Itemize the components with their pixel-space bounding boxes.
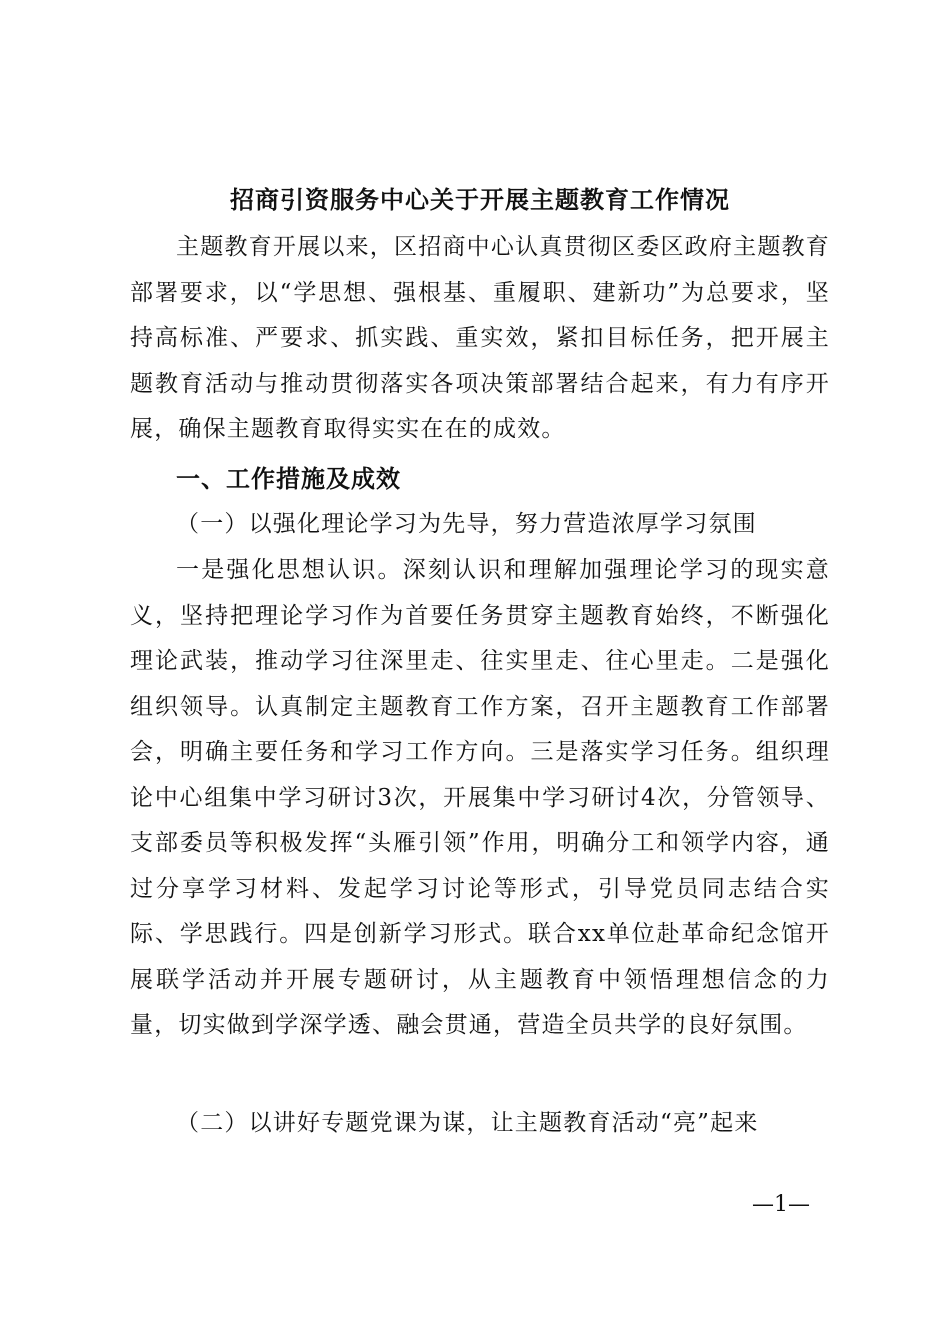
intro-paragraph: 主题教育开展以来，区招商中心认真贯彻区委区政府主题教育部署要求，以“学思想、强根基、重履职、建新功”为总要求，坚持高标准、严要求、抓实践、重实效，紧扣目标任务，把开展主题教育活动与推动贯彻落实各项决策部署结合起来，有力有序开展，确保主题教育取得实实在在的成效。 xyxy=(130,234,830,442)
section-heading-1: 一、工作措施及成效 xyxy=(176,464,401,493)
subsection-1-paragraph: 一是强化思想认识。深刻认识和理解加强理论学习的现实意义，坚持把理论学习作为首要任务贯穿主题教育始终，不断强化理论武装，推动学习往深里走、往实里走、往心里走。二是强化组织领导。认真制定主题教育工作方案，召开主题教育工作部署会，明确主要任务和学习工作方向。三是落实学习任务。组织理论中心组集中学习研讨3次，开展集中学习研讨4次，分管领导、支部委员等积极发挥“头雁引领”作用，明确分工和领学内容，通过分享学习材料、发起学习讨论等形式，引导党员同志结合实际、学思践行。四是创新学习形式。联合xx单位赴革命纪念馆开展联学活动并开展专题研讨，从主题教育中领悟理想信念的力量，切实做到学深学透、融会贯通，营造全员共学的良好氛围。 xyxy=(130,557,830,1038)
page-number: —1— xyxy=(752,1192,810,1217)
document-title: 招商引资服务中心关于开展主题教育工作情况 xyxy=(230,185,730,214)
subsection-heading-2: （二）以讲好专题党课为谋，让主题教育活动“亮”起来 xyxy=(176,1110,759,1136)
subsection-heading-1: （一）以强化理论学习为先导，努力营造浓厚学习氛围 xyxy=(176,511,757,537)
